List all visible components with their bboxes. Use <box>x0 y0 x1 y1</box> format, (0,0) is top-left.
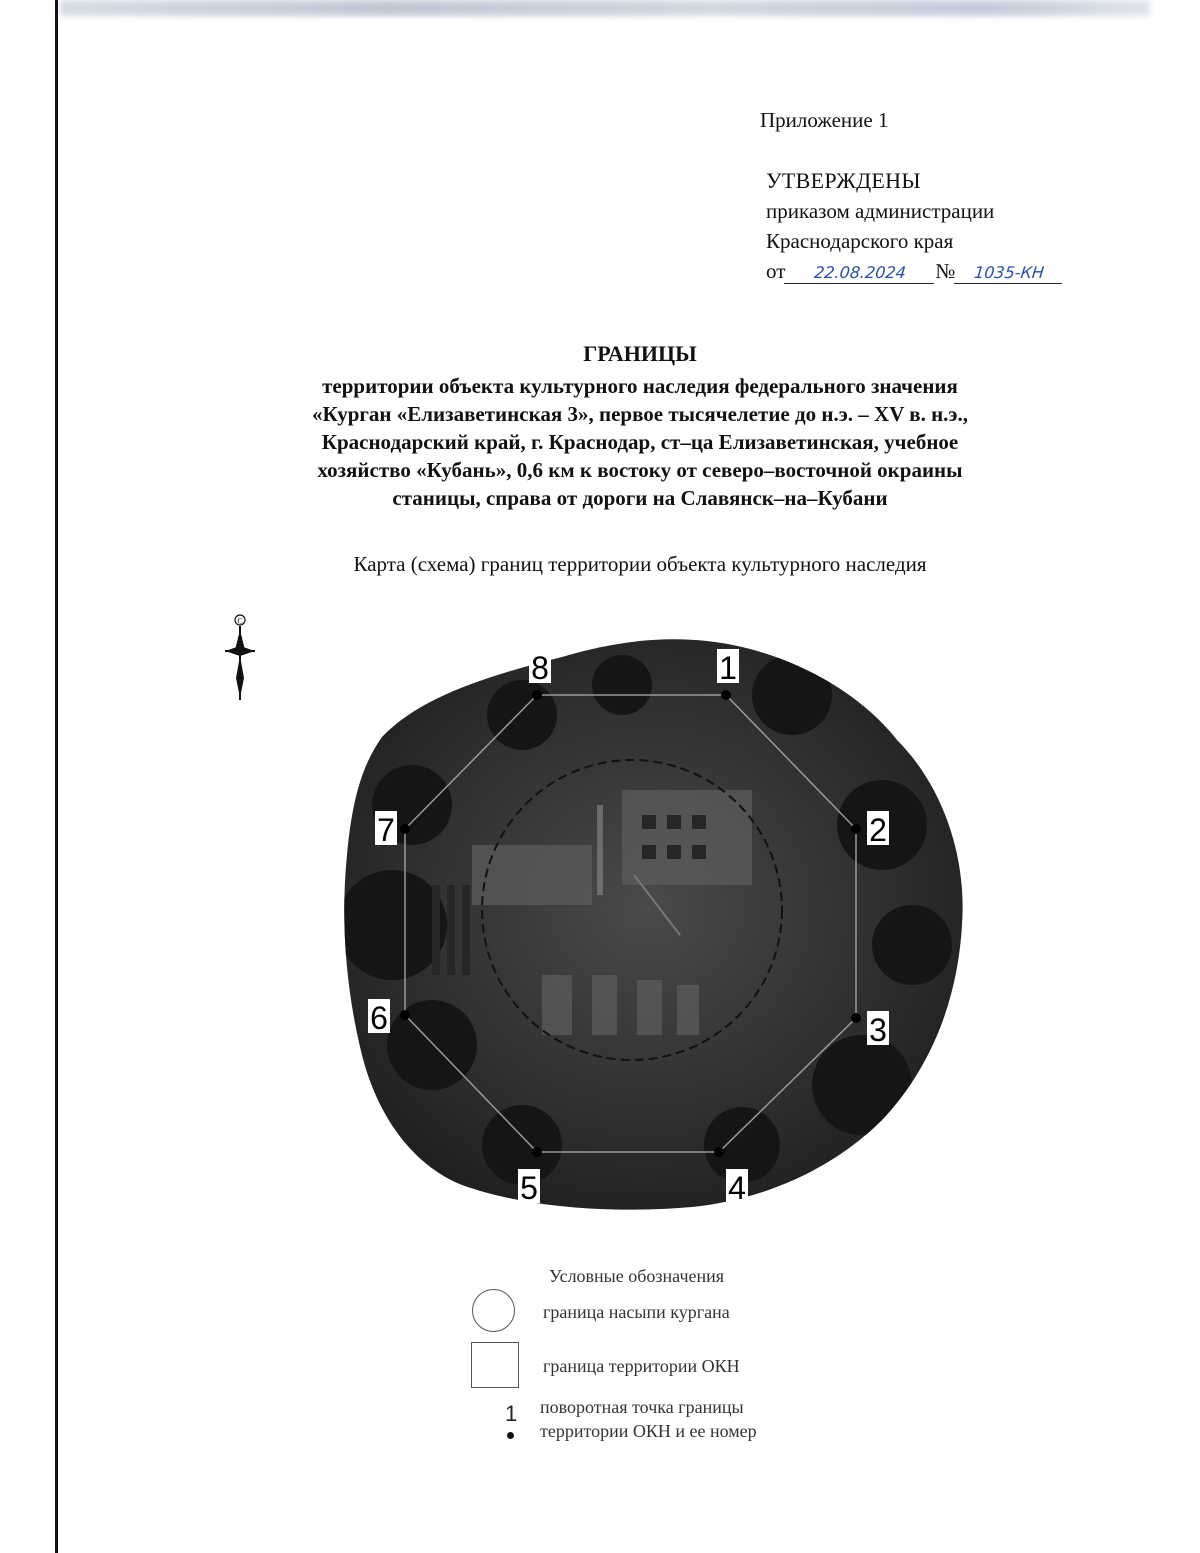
legend-point-dot-icon <box>507 1432 514 1439</box>
date-prefix: от <box>766 259 786 283</box>
page-left-border <box>55 0 58 1553</box>
point-label-3: 3 <box>869 1012 887 1048</box>
approved-heading: УТВЕРЖДЕНЫ <box>766 168 921 193</box>
number-prefix: № <box>935 259 956 283</box>
title-line-4: хозяйство «Кубань», 0,6 км к востоку от северо–восточной окраины <box>317 458 963 482</box>
point-label-8: 8 <box>531 650 549 686</box>
title-line-3: Краснодарский край, г. Краснодар, ст–ца Елизаветинская, учебное <box>321 430 959 454</box>
point-label-6: 6 <box>370 1000 388 1036</box>
north-label: С <box>237 616 243 626</box>
order-line-2: Краснодарского края <box>766 229 954 253</box>
legend-point-number: 1 <box>505 1401 518 1426</box>
point-label-1: 1 <box>719 650 737 686</box>
aerial-map <box>322 625 972 1215</box>
point-label-4: 4 <box>728 1170 746 1206</box>
document-title <box>200 340 1080 512</box>
point-label-7: 7 <box>377 812 395 848</box>
legend-mound-boundary: граница насыпи кургана <box>543 1302 730 1322</box>
legend-circle-icon <box>472 1289 515 1332</box>
north-arrow-icon <box>215 608 265 708</box>
legend-turning-point-line-2: территории ОКН и ее номер <box>540 1421 757 1441</box>
legend-territory-boundary: граница территории ОКН <box>543 1356 740 1376</box>
legend-turning-point <box>540 1395 757 1443</box>
handwritten-date: 22.08.2024 <box>784 263 936 284</box>
map-subtitle: Карта (схема) границ территории объекта культурного наследия <box>353 552 927 576</box>
legend-title: Условные обозначения <box>549 1266 725 1286</box>
legend-turning-point-line-1: поворотная точка границы <box>540 1397 744 1417</box>
point-label-5: 5 <box>520 1170 538 1206</box>
title-line-1: территории объекта культурного наследия федерального значения <box>322 374 958 398</box>
satellite-imagery <box>322 625 972 1215</box>
order-line-1: приказом администрации <box>766 199 995 223</box>
approval-block <box>766 166 1063 286</box>
point-label-2: 2 <box>869 812 887 848</box>
appendix-label: Приложение 1 <box>760 108 889 132</box>
date-number-line <box>766 256 1063 286</box>
scan-artifact-top <box>60 0 1150 16</box>
title-line-2: «Курган «Елизаветинская 3», первое тысячелетие до н.э. – XV в. н.э., <box>311 402 968 426</box>
title-heading: ГРАНИЦЫ <box>583 341 697 366</box>
title-line-5: станицы, справа от дороги на Славянск–на–Кубани <box>392 486 888 510</box>
legend-square-icon <box>471 1342 519 1388</box>
handwritten-number: 1035-КН <box>954 263 1064 284</box>
